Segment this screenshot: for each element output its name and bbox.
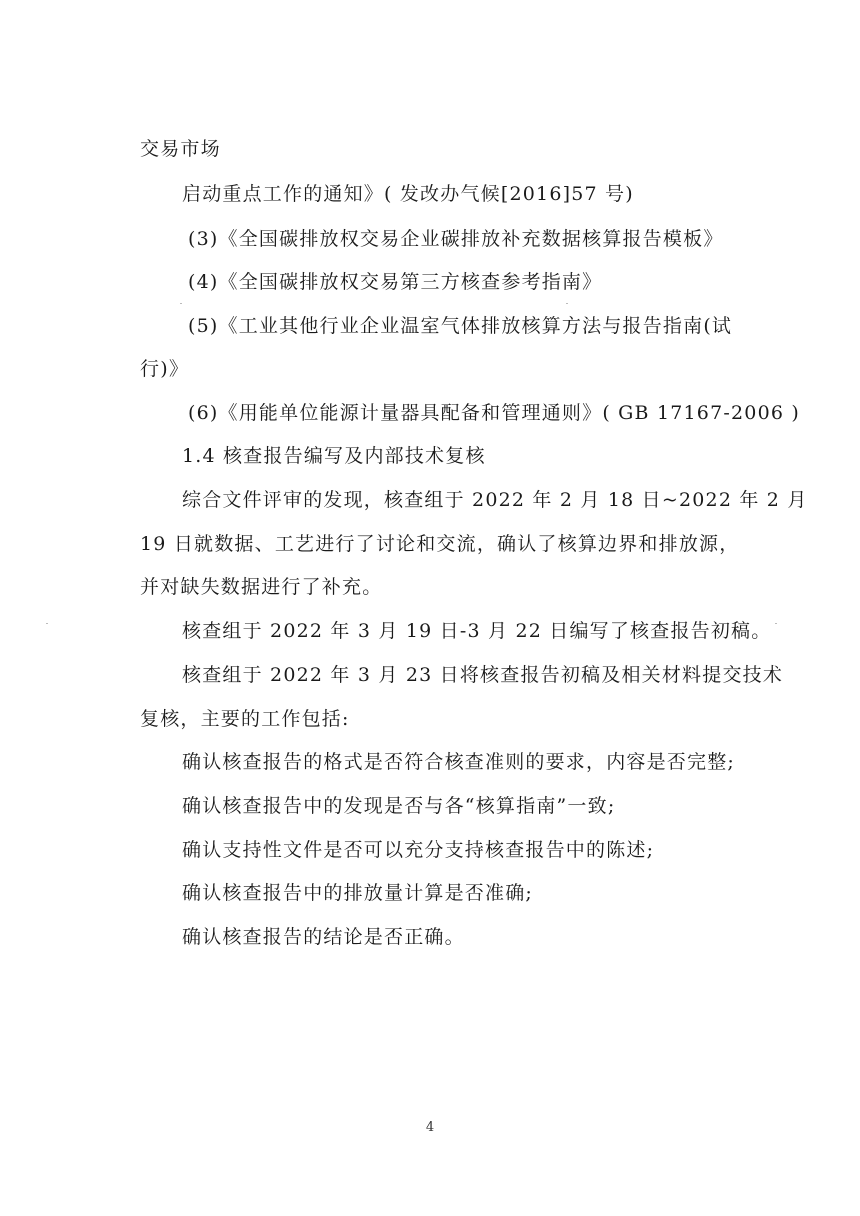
page-number: 4: [425, 1120, 435, 1135]
text-line: 确认核查报告中的发现是否与各“核算指南”一致;: [182, 795, 616, 817]
text-line: 并对缺失数据进行了补充。: [140, 576, 383, 598]
text-line: 19 日就数据、工艺进行了讨论和交流，确认了核算边界和排放源，: [140, 533, 740, 555]
text-line: 核查组于 2022 年 3 月 19 日-3 月 22 日编写了核查报告初稿。: [182, 620, 772, 642]
text-line: 行)》: [140, 358, 190, 380]
text-line: 确认核查报告中的排放量计算是否准确;: [182, 882, 534, 904]
text-line: (3)《全国碳排放权交易企业碳排放补充数据核算报告模板》: [188, 228, 724, 250]
scan-speck: [180, 303, 182, 304]
text-line: 启动重点工作的通知》( 发改办气候[2016]57 号): [182, 183, 634, 205]
text-line: (5)《工业其他行业企业温室气体排放核算方法与报告指南(试: [188, 315, 733, 337]
text-line: 综合文件评审的发现，核查组于 2022 年 2 月 18 日~2022 年 2 月: [182, 489, 808, 511]
text-line: 复核，主要的工作包括:: [140, 708, 350, 730]
section-heading: 1.4 核查报告编写及内部技术复核: [182, 445, 486, 467]
text-line: (4)《全国碳排放权交易第三方核查参考指南》: [188, 271, 603, 293]
scan-speck: [566, 303, 568, 304]
text-line: 确认核查报告的结论是否正确。: [182, 926, 465, 948]
text-line: 确认核查报告的格式是否符合核查准则的要求，内容是否完整;: [182, 751, 736, 773]
text-line: (6)《用能单位能源计量器具配备和管理通则》( GB 17167-2006 ): [188, 402, 801, 424]
text-line: 确认支持性文件是否可以充分支持核查报告中的陈述;: [182, 839, 655, 861]
scan-speck: [775, 623, 777, 624]
text-line: 核查组于 2022 年 3 月 23 日将核查报告初稿及相关材料提交技术: [182, 664, 784, 686]
scan-speck: [46, 623, 48, 624]
text-line: 交易市场: [140, 138, 221, 160]
